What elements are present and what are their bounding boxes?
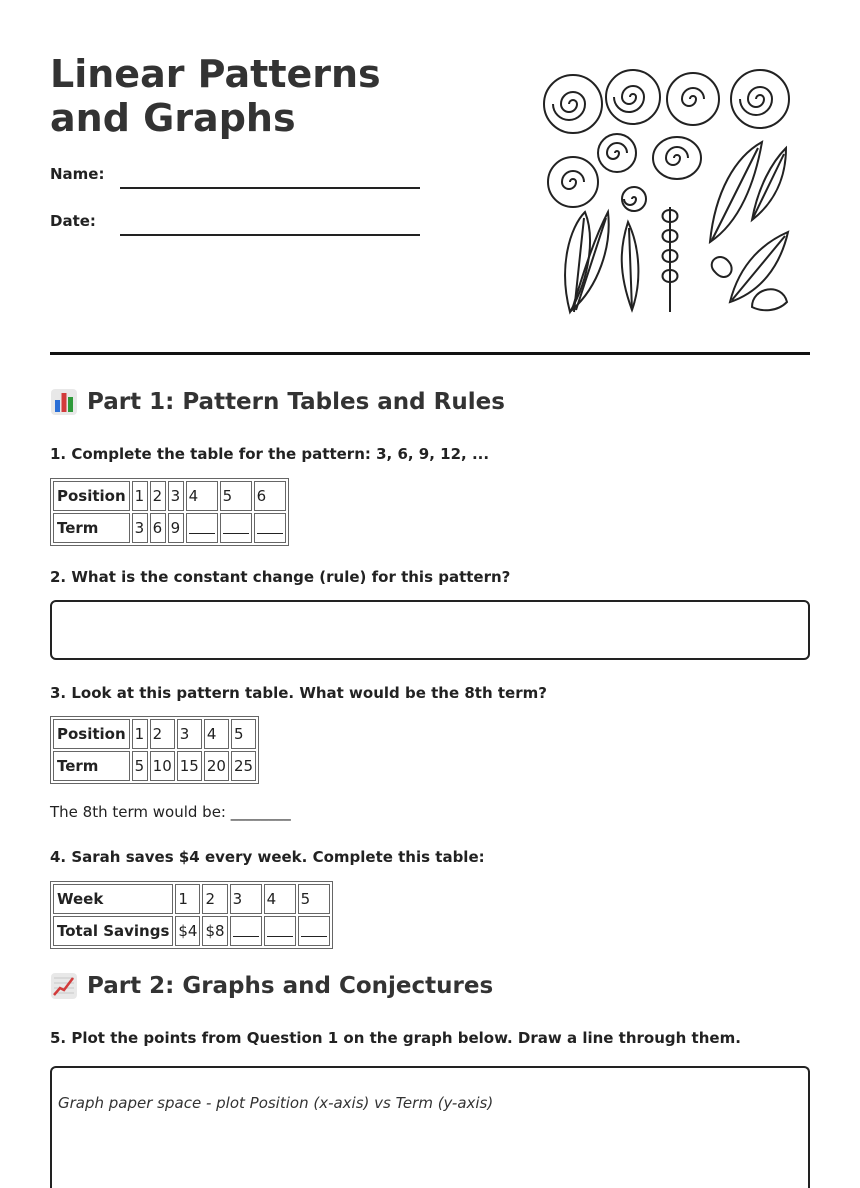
part1-heading	[50, 388, 505, 416]
row-header-position: Position	[53, 719, 130, 749]
savings-cell: $8	[202, 916, 227, 946]
part2-heading	[50, 972, 493, 1000]
term-cell: 6	[150, 513, 166, 543]
page-title: Linear Patterns and Graphs	[50, 52, 381, 140]
q3-answer-line[interactable]: The 8th term would be: ________	[50, 803, 291, 821]
term-answer-blank[interactable]	[186, 513, 218, 543]
date-label: Date:	[50, 212, 96, 230]
question-4-prompt: 4. Sarah saves $4 every week. Complete this table:	[50, 848, 485, 866]
position-cell: 3	[168, 481, 184, 511]
table-row	[53, 513, 286, 543]
table-row	[53, 719, 256, 749]
position-cell: 5	[231, 719, 256, 749]
savings-cell: $4	[175, 916, 200, 946]
position-cell: 1	[132, 719, 148, 749]
doodle-spirals-and-leaves-illustration	[540, 62, 800, 322]
table-row	[53, 916, 330, 946]
term-cell: 9	[168, 513, 184, 543]
savings-answer-blank[interactable]	[230, 916, 262, 946]
q4-savings-table	[50, 881, 333, 949]
worksheet-header	[50, 0, 810, 355]
question-1-prompt: 1. Complete the table for the pattern: 3, 6, 9, 12, ...	[50, 445, 490, 463]
term-cell: 20	[204, 751, 229, 781]
week-cell: 1	[175, 884, 200, 914]
week-cell: 5	[298, 884, 330, 914]
graph-paper-area[interactable]	[50, 1066, 810, 1188]
date-field[interactable]	[120, 234, 420, 236]
question-5-prompt: 5. Plot the points from Question 1 on the graph below. Draw a line through them.	[50, 1029, 741, 1047]
q2-answer-box[interactable]	[50, 600, 810, 660]
row-header-week: Week	[53, 884, 173, 914]
term-cell: 15	[177, 751, 202, 781]
week-cell: 4	[264, 884, 296, 914]
position-cell: 4	[186, 481, 218, 511]
row-header-term: Term	[53, 751, 130, 781]
chart-increasing-icon	[50, 972, 78, 1000]
graph-caption: Graph paper space - plot Position (x-axis) vs Term (y-axis)	[58, 1094, 494, 1112]
position-cell: 6	[254, 481, 286, 511]
name-label: Name:	[50, 165, 105, 183]
name-field[interactable]	[120, 187, 420, 189]
position-cell: 2	[150, 481, 166, 511]
worksheet-page	[50, 0, 810, 1112]
term-answer-blank[interactable]	[254, 513, 286, 543]
position-cell: 4	[204, 719, 229, 749]
question-3-prompt: 3. Look at this pattern table. What would be the 8th term?	[50, 684, 547, 702]
savings-answer-blank[interactable]	[264, 916, 296, 946]
position-cell: 5	[220, 481, 252, 511]
position-cell: 1	[132, 481, 148, 511]
question-2-prompt: 2. What is the constant change (rule) for this pattern?	[50, 568, 511, 586]
position-cell: 3	[177, 719, 202, 749]
term-cell: 5	[132, 751, 148, 781]
week-cell: 3	[230, 884, 262, 914]
bar-chart-icon	[50, 388, 78, 416]
term-answer-blank[interactable]	[220, 513, 252, 543]
part2-title: Part 2: Graphs and Conjectures	[87, 973, 494, 999]
table-row	[53, 884, 330, 914]
savings-answer-blank[interactable]	[298, 916, 330, 946]
q1-pattern-table	[50, 478, 289, 546]
row-header-position: Position	[53, 481, 130, 511]
table-row	[53, 751, 256, 781]
term-cell: 10	[150, 751, 175, 781]
row-header-term: Term	[53, 513, 130, 543]
term-cell: 25	[231, 751, 256, 781]
row-header-total-savings: Total Savings	[53, 916, 173, 946]
term-cell: 3	[132, 513, 148, 543]
table-row	[53, 481, 286, 511]
position-cell: 2	[150, 719, 175, 749]
week-cell: 2	[202, 884, 227, 914]
part1-title: Part 1: Pattern Tables and Rules	[87, 389, 505, 415]
q3-pattern-table	[50, 716, 259, 784]
